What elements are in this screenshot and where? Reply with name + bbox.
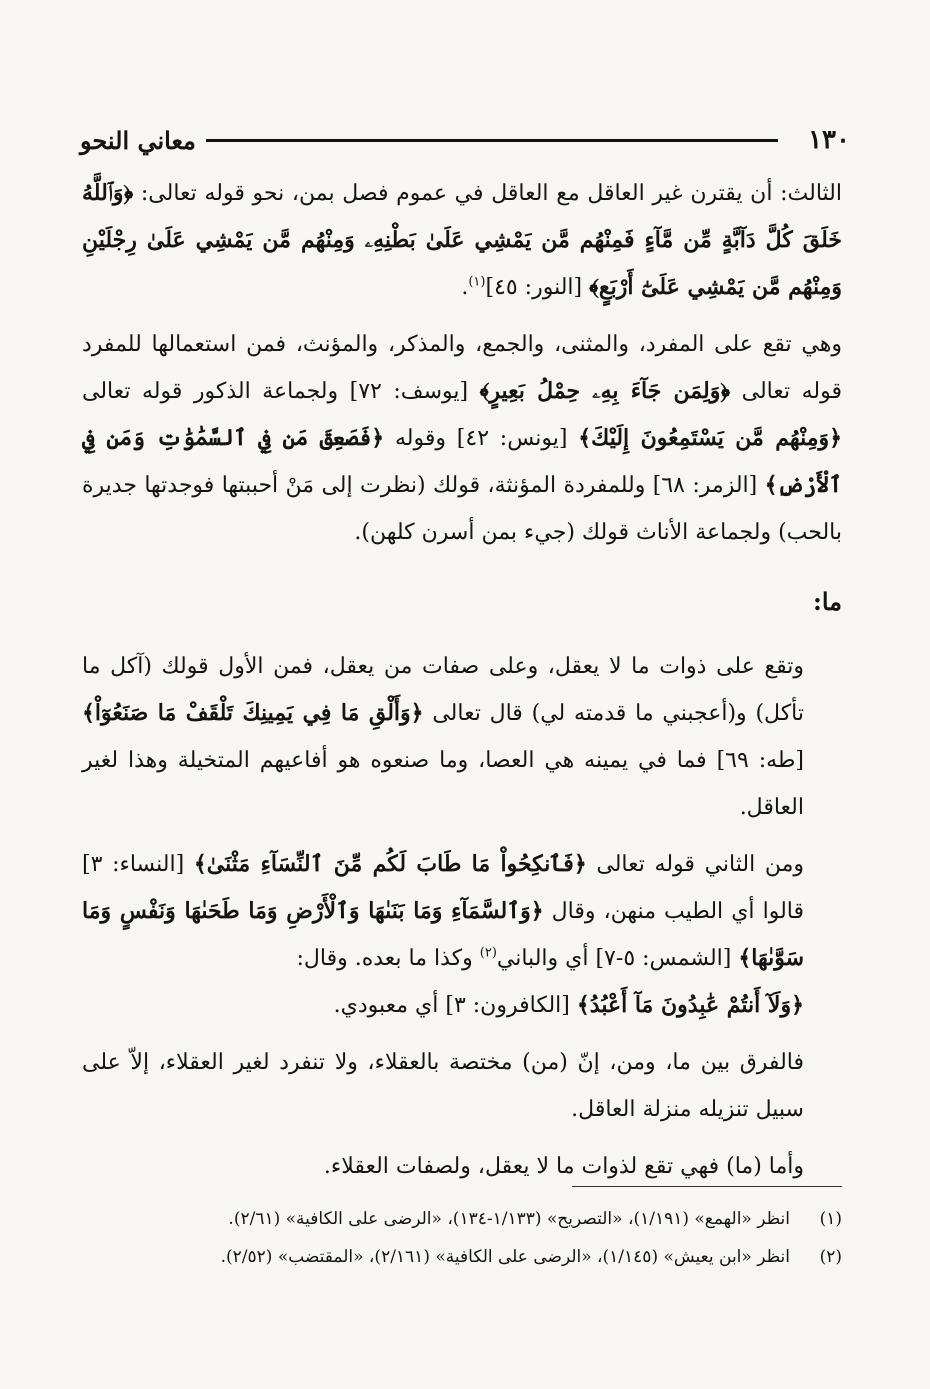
paragraph-conclusion: وأما (ما) فهي تقع لذوات ما لا يعقل، ولصفات العقلاء. bbox=[323, 1154, 804, 1179]
paragraph-text: [الزمر: ٦٨] وللمفردة المؤنثة، قولك (نظرت إلى مَنْ أحببتها فوجدتها جديرة بالحب) ولجماعة الأناث قولك (جيء بمن أسرن كلهن). bbox=[82, 473, 842, 545]
paragraph-difference: فالفرق بين ما، ومن، إنّ (من) مختصة بالعقلاء، ولا تنفرد لغير العقلاء، إلاّ على سبيل تنزيله منزلة العاقل. bbox=[82, 1050, 804, 1122]
footnote bbox=[82, 1238, 842, 1276]
paragraph-text: [الشمس: ٥-٧] أي والباني bbox=[496, 946, 732, 971]
footnotes bbox=[82, 1200, 842, 1276]
paragraph-text: [الكافرون: ٣] أي معبودي. bbox=[333, 993, 570, 1018]
main-text bbox=[82, 170, 842, 1190]
footnote-marker: (٢) bbox=[479, 945, 497, 961]
paragraph-third-case: الثالث: أن يقترن غير العاقل مع العاقل في عموم فصل بمن، نحو قوله تعالى: ﴿وَٱللَّهُ خَلَقَ كُلَّ دَآبَّةٍ مِّن مَّآءٍ فَمِنْهُم مَّن يَمْشِي عَلَىٰ بَطْنِهِۦ وَمِنْهُم مَّن يَمْشِي عَلَىٰ رِجْلَيْنِ وَمِنْهُم مَّن يَمْشِي عَلَىٰٓ أَرْبَعٍ﴾ [النور: ٤٥]$^{(١)}$. bbox=[82, 180, 842, 300]
paragraph-text: ومن الثاني قوله تعالى bbox=[596, 852, 804, 877]
verse-reference: [النور: ٤٥] bbox=[485, 275, 583, 300]
paragraph-text: وتقع على ذوات ما لا يعقل، وعلى صفات من يعقل، فمن الأول قولك (آكل ما تأكل) و(أعجبني ما قدمته لي) قال تعالى bbox=[82, 654, 804, 726]
footnote-text: انظر «ابن يعيش» (١/١٤٥)، «الرضى على الكافية» (٢/١٦١)، «المقتضب» (٢/٥٢). bbox=[220, 1247, 790, 1267]
footnote bbox=[82, 1200, 842, 1238]
paragraph-text: [يوسف: ٧٢] ولجماعة الذكور قوله تعالى bbox=[82, 379, 469, 404]
paragraph-text: وكذا ما بعده. وقال: bbox=[296, 946, 473, 971]
quran-verse: ﴿وَمِنْهُم مَّن يَسْتَمِعُونَ إِلَيْكَ﴾ bbox=[578, 425, 843, 451]
paragraph-text: [يونس: ٤٢] وقوله bbox=[395, 426, 568, 451]
paragraph-text: وهي تقع على المفرد، والمثنى، والجمع، والمذكر، والمؤنث، فمن استعمالها للمفرد قوله تعالى bbox=[82, 332, 843, 404]
page-number: ١٣٠ bbox=[808, 125, 850, 155]
section-heading: ما: bbox=[812, 587, 842, 616]
paragraph-ma-first bbox=[82, 643, 842, 831]
paragraph-text: [طه: ٦٩] فما في يمينه هي العصا، وما صنعوه هو أفاعيهم المتخيلة وهذا لغير العاقل. bbox=[82, 748, 804, 820]
paragraph-text: الثالث: أن يقترن غير العاقل مع العاقل في عموم فصل بمن، نحو قوله تعالى: bbox=[140, 181, 842, 206]
running-title: معاني النحو bbox=[80, 125, 196, 155]
footnote-number: (١) bbox=[819, 1209, 842, 1229]
footnote-text: انظر «الهمع» (١/١٩١)، «التصريح» (١/١٣٣-١٣٤)، «الرضى على الكافية» (٢/٦١). bbox=[228, 1209, 790, 1229]
footnote-separator bbox=[572, 1186, 842, 1187]
header-rule bbox=[206, 139, 778, 142]
quran-verse: ﴿وَلِمَن جَآءَ بِهِۦ حِمْلُ بَعِيرٍ﴾ bbox=[479, 378, 731, 404]
quran-verse: ﴿وَٱللَّهُ خَلَقَ كُلَّ دَآبَّةٍ مِّن مَّآءٍ فَمِنْهُم مَّن يَمْشِي عَلَىٰ بَطْنِهِۦ وَمِنْهُم مَّن يَمْشِي عَلَىٰ رِجْلَيْنِ وَمِنْهُم مَّن يَمْشِي عَلَىٰٓ أَرْبَعٍ﴾ bbox=[82, 180, 842, 300]
quran-verse: ﴿وَأَلْقِ مَا فِي يَمِينِكَ تَلْقَفْ مَا صَنَعُوٓاْ﴾ bbox=[82, 700, 424, 726]
paragraph-usage bbox=[82, 321, 842, 556]
footnote-number: (٢) bbox=[819, 1247, 842, 1267]
paragraph-ma-second bbox=[82, 841, 842, 982]
paragraph-kafirun bbox=[82, 982, 842, 1029]
quran-verse: ﴿فَصَعِقَ مَن فِي ٱلسَّمَٰوَٰتِ وَمَن فِي ٱلْأَرْضِ﴾ bbox=[82, 425, 842, 498]
quran-verse: ﴿وَلَآ أَنتُمْ عَٰبِدُونَ مَآ أَعْبُدُ﴾ bbox=[576, 992, 804, 1018]
footnote-marker: (١) bbox=[468, 274, 486, 290]
quran-verse: ﴿وَٱلسَّمَآءِ وَمَا بَنَىٰهَا وَٱلْأَرْضِ وَمَا طَحَىٰهَا وَنَفْسٍ وَمَا سَوَّىٰهَا﴾ bbox=[82, 898, 804, 971]
page-header bbox=[80, 120, 850, 160]
quran-verse: ﴿فَٱنكِحُواْ مَا طَابَ لَكُم مِّنَ ٱلنِّسَآءِ مَثْنَىٰ﴾ bbox=[193, 851, 587, 877]
paragraph-text: [النساء: ٣] قالوا أي الطيب منهن، وقال bbox=[82, 852, 805, 924]
